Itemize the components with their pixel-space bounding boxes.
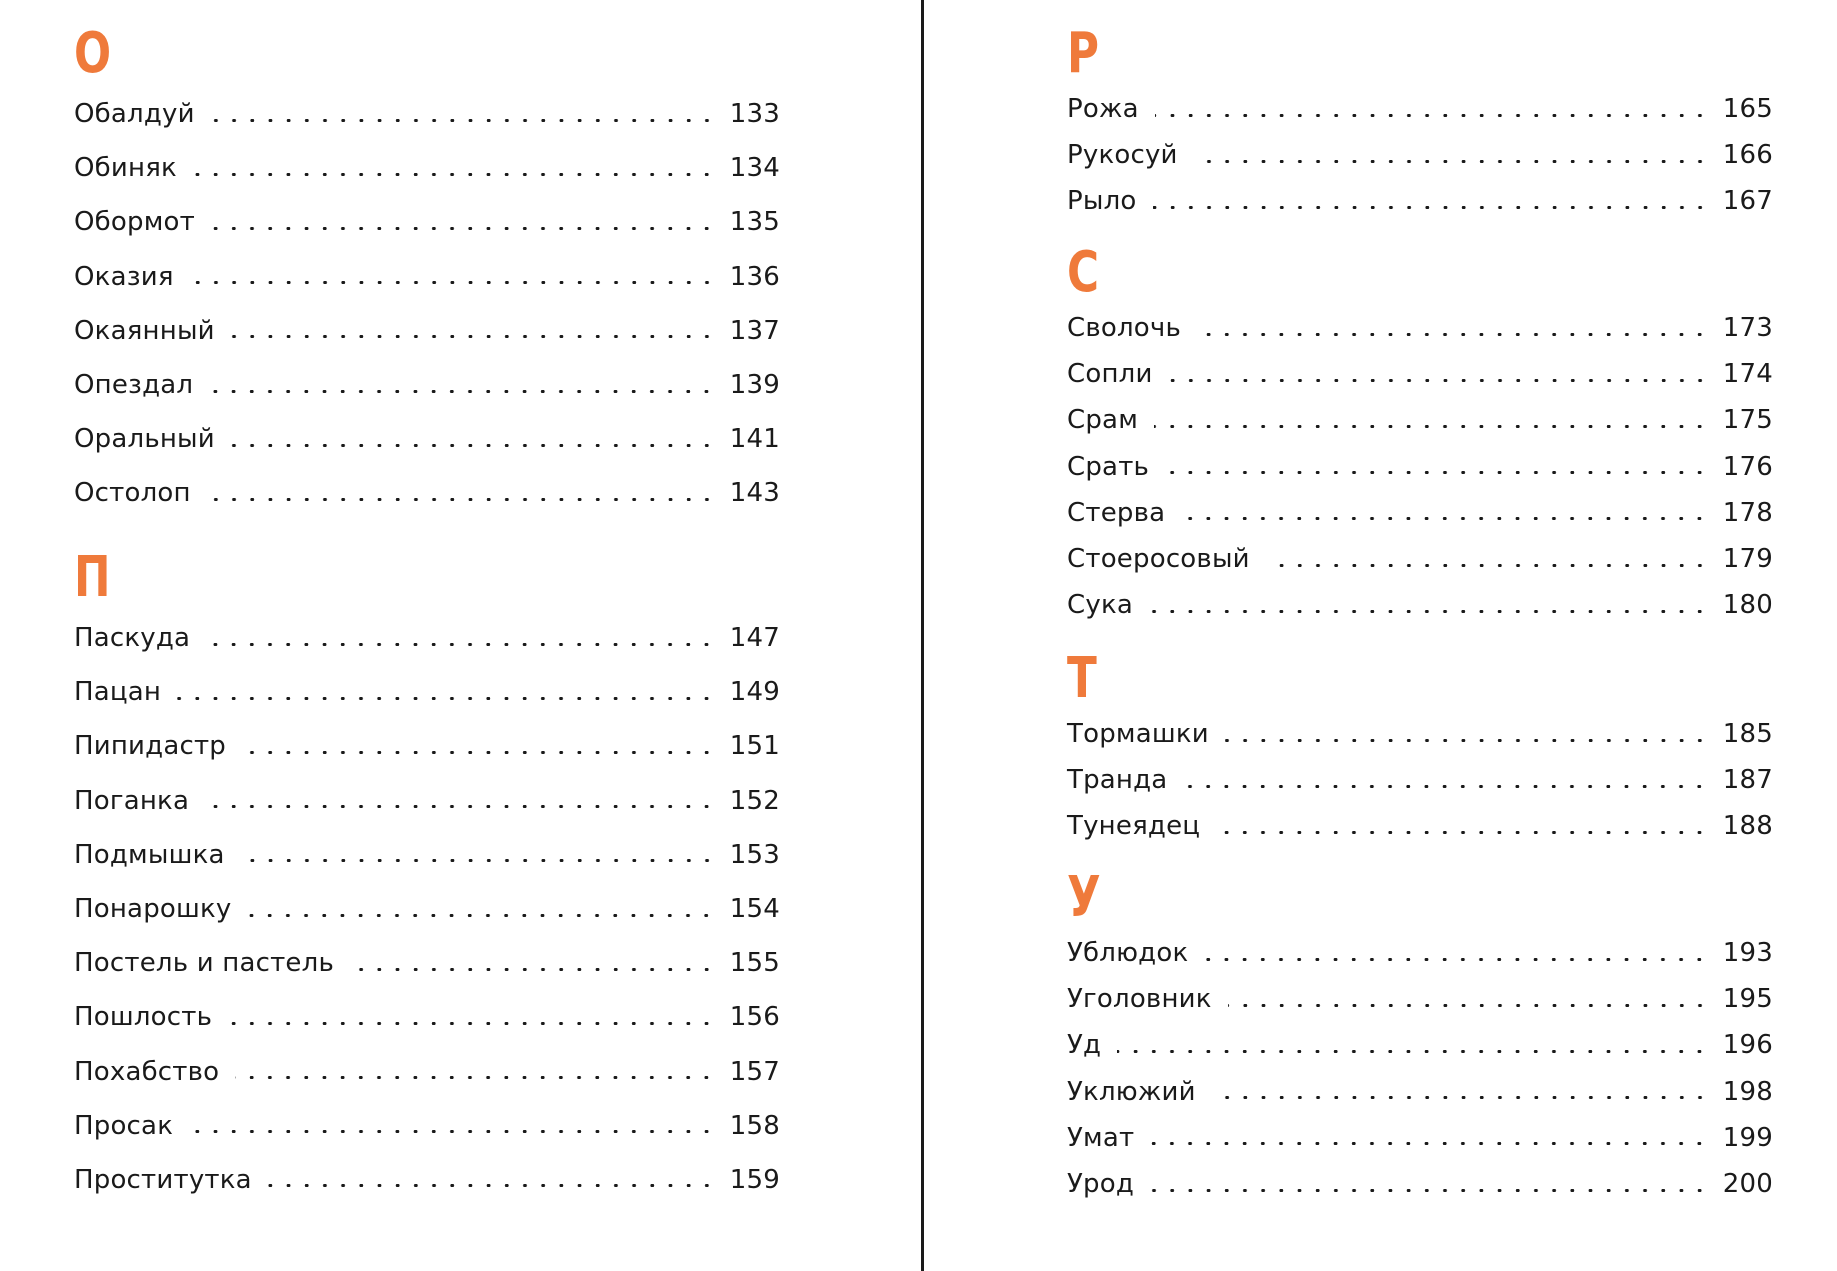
toc-entry[interactable] xyxy=(1067,536,1773,582)
entry-term: Ублюдок xyxy=(1067,938,1189,968)
entry-page-number: 137 xyxy=(729,315,780,346)
toc-entry[interactable] xyxy=(74,1153,780,1207)
toc-entry[interactable] xyxy=(1067,1022,1773,1068)
dot-leader xyxy=(211,227,716,230)
toc-entry[interactable] xyxy=(74,250,780,304)
entry-list xyxy=(1067,305,1773,628)
dot-leader xyxy=(1154,425,1709,428)
entry-term: Уклюжий xyxy=(1067,1076,1196,1107)
entry-list xyxy=(74,611,780,1207)
dot-leader xyxy=(268,1184,716,1187)
entry-term: Умат xyxy=(1067,1122,1135,1153)
entry-term: Стоеросовый xyxy=(1067,543,1250,574)
entry-page-number: 179 xyxy=(1722,543,1773,574)
dot-leader xyxy=(206,643,716,646)
toc-entry[interactable] xyxy=(1067,582,1773,628)
toc-entry[interactable] xyxy=(1067,803,1773,849)
toc-entry[interactable] xyxy=(1067,976,1773,1022)
entry-page-number: 176 xyxy=(1722,451,1773,482)
dot-leader xyxy=(193,173,716,176)
toc-entry[interactable] xyxy=(74,828,780,882)
entry-term: Сопли xyxy=(1067,359,1153,390)
entry-term: Рожа xyxy=(1067,94,1139,124)
entry-term: Поганка xyxy=(74,785,190,816)
entry-page-number: 165 xyxy=(1722,94,1773,124)
section-t xyxy=(1067,647,1773,850)
section-letter: С xyxy=(1067,240,1100,305)
dot-leader xyxy=(235,1076,715,1079)
entry-term: Паскуда xyxy=(74,623,191,653)
entry-page-number: 167 xyxy=(1722,186,1773,217)
entry-term: Обормот xyxy=(74,207,195,238)
entry-page-number: 151 xyxy=(729,731,780,762)
toc-entry[interactable] xyxy=(74,611,780,665)
dot-leader xyxy=(189,1130,716,1133)
section-r xyxy=(1067,22,1773,225)
entry-term: Стерва xyxy=(1067,497,1166,528)
toc-entry[interactable] xyxy=(1067,1069,1773,1115)
entry-page-number: 185 xyxy=(1722,719,1773,749)
dot-leader xyxy=(211,119,716,122)
toc-entry[interactable] xyxy=(74,1099,780,1153)
entry-page-number: 199 xyxy=(1722,1122,1773,1153)
toc-entry[interactable] xyxy=(74,774,780,828)
dot-leader xyxy=(1153,206,1709,209)
entry-page-number: 133 xyxy=(729,99,780,129)
section-u xyxy=(1067,866,1773,1207)
entry-page-number: 196 xyxy=(1722,1030,1773,1061)
toc-entry[interactable] xyxy=(1067,444,1773,490)
dot-leader xyxy=(1204,958,1708,961)
dot-leader xyxy=(1150,1142,1708,1145)
dot-leader xyxy=(1165,471,1709,474)
entry-term: Пошлость xyxy=(74,1002,213,1033)
dot-leader xyxy=(241,859,716,862)
entry-term: Понарошку xyxy=(74,893,232,924)
entry-page-number: 155 xyxy=(729,948,780,979)
dot-leader xyxy=(1150,1189,1709,1192)
toc-entry[interactable] xyxy=(74,412,780,466)
dot-leader xyxy=(1169,379,1709,382)
dot-leader xyxy=(1117,1050,1709,1053)
entry-page-number: 193 xyxy=(1722,938,1773,968)
dot-leader xyxy=(231,335,716,338)
entry-term: Окаянный xyxy=(74,315,215,346)
toc-entry[interactable] xyxy=(74,936,780,990)
toc-entry[interactable] xyxy=(1067,305,1773,351)
entry-term: Срать xyxy=(1067,451,1150,482)
entry-term: Обиняк xyxy=(74,153,177,184)
entry-page-number: 135 xyxy=(729,207,780,238)
entry-page-number: 143 xyxy=(729,478,780,509)
toc-entry[interactable] xyxy=(74,304,780,358)
entry-term: Урод xyxy=(1067,1168,1135,1199)
dot-leader xyxy=(1155,114,1709,117)
section-s xyxy=(1067,241,1773,628)
entry-page-number: 195 xyxy=(1722,984,1773,1015)
entry-term: Сволочь xyxy=(1067,313,1181,343)
entry-list xyxy=(74,87,780,521)
dot-leader xyxy=(177,697,716,700)
entry-list xyxy=(1067,711,1773,850)
entry-term: Пацан xyxy=(74,677,162,708)
entry-term: Обалдуй xyxy=(74,99,195,129)
dot-leader xyxy=(1183,785,1708,788)
entry-page-number: 134 xyxy=(729,153,780,184)
entry-term: Рыло xyxy=(1067,186,1137,217)
section-letter: У xyxy=(1067,865,1101,930)
entry-term: Уд xyxy=(1067,1030,1102,1061)
section-letter: П xyxy=(74,545,111,610)
toc-entry[interactable] xyxy=(74,87,780,141)
toc-entry[interactable] xyxy=(1067,86,1773,132)
dot-leader xyxy=(1266,564,1709,567)
section-o xyxy=(74,22,780,521)
dot-leader xyxy=(1149,610,1709,613)
entry-term: Рукосуй xyxy=(1067,140,1178,171)
toc-entry[interactable] xyxy=(1067,397,1773,443)
toc-entry[interactable] xyxy=(1067,711,1773,757)
entry-page-number: 157 xyxy=(729,1056,780,1087)
entry-page-number: 147 xyxy=(729,623,780,653)
section-letter: О xyxy=(74,21,112,86)
section-letter: Т xyxy=(1067,646,1097,711)
entry-page-number: 153 xyxy=(729,839,780,870)
entry-page-number: 159 xyxy=(729,1164,780,1195)
toc-entry[interactable] xyxy=(74,195,780,249)
entry-list xyxy=(1067,930,1773,1207)
section-p xyxy=(74,546,780,1207)
section-letter: Р xyxy=(1067,21,1100,86)
toc-entry[interactable] xyxy=(1067,132,1773,178)
entry-page-number: 139 xyxy=(729,369,780,400)
dot-leader xyxy=(190,281,716,284)
dot-leader xyxy=(205,805,716,808)
entry-page-number: 136 xyxy=(729,261,780,292)
entry-page-number: 178 xyxy=(1722,497,1773,528)
entry-term: Проститутка xyxy=(74,1164,252,1195)
entry-term: Транда xyxy=(1067,765,1168,796)
toc-entry[interactable] xyxy=(1067,1115,1773,1161)
dot-leader xyxy=(1197,333,1709,336)
toc-entry[interactable] xyxy=(74,1045,780,1099)
entry-term: Подмышка xyxy=(74,839,225,870)
entry-page-number: 149 xyxy=(729,677,780,708)
toc-entry[interactable] xyxy=(74,665,780,719)
toc-entry[interactable] xyxy=(1067,757,1773,803)
entry-term: Оральный xyxy=(74,424,215,455)
entry-page-number: 200 xyxy=(1722,1168,1773,1199)
entry-page-number: 187 xyxy=(1722,765,1773,796)
entry-term: Тунеядец xyxy=(1067,811,1201,842)
entry-term: Просак xyxy=(74,1110,174,1141)
page-gutter-divider xyxy=(921,0,924,1271)
dot-leader xyxy=(1212,1096,1709,1099)
dot-leader xyxy=(1181,517,1709,520)
entry-term: Похабство xyxy=(74,1056,220,1087)
entry-page-number: 174 xyxy=(1722,359,1773,390)
toc-entry[interactable] xyxy=(74,882,780,936)
dot-leader xyxy=(209,390,716,393)
entry-page-number: 166 xyxy=(1722,140,1773,171)
toc-entry[interactable] xyxy=(74,358,780,412)
entry-page-number: 141 xyxy=(729,424,780,455)
entry-page-number: 156 xyxy=(729,1002,780,1033)
entry-term: Оказия xyxy=(74,261,174,292)
dot-leader xyxy=(228,1022,716,1025)
entry-list xyxy=(1067,86,1773,225)
entry-page-number: 198 xyxy=(1722,1076,1773,1107)
dot-leader xyxy=(247,914,715,917)
toc-entry[interactable] xyxy=(74,466,780,520)
entry-page-number: 173 xyxy=(1722,313,1773,343)
toc-entry[interactable] xyxy=(74,990,780,1044)
dot-leader xyxy=(1194,160,1709,163)
entry-page-number: 175 xyxy=(1722,405,1773,436)
entry-term: Сука xyxy=(1067,590,1133,621)
entry-term: Тормашки xyxy=(1067,719,1209,749)
entry-term: Остолоп xyxy=(74,478,191,509)
toc-entry[interactable] xyxy=(74,719,780,773)
toc-entry[interactable] xyxy=(1067,351,1773,397)
dot-leader xyxy=(350,968,716,971)
toc-entry[interactable] xyxy=(1067,930,1773,976)
entry-term: Пипидастр xyxy=(74,731,226,762)
entry-page-number: 188 xyxy=(1722,811,1773,842)
dot-leader xyxy=(207,498,716,501)
toc-entry[interactable] xyxy=(1067,490,1773,536)
entry-term: Срам xyxy=(1067,405,1139,436)
toc-entry[interactable] xyxy=(74,141,780,195)
toc-entry[interactable] xyxy=(1067,178,1773,224)
dot-leader xyxy=(242,751,716,754)
entry-term: Опездал xyxy=(74,369,194,400)
entry-page-number: 158 xyxy=(729,1110,780,1141)
dot-leader xyxy=(1216,831,1709,834)
dot-leader xyxy=(231,444,716,447)
entry-term: Уголовник xyxy=(1067,984,1212,1015)
dot-leader xyxy=(1228,1004,1709,1007)
dot-leader xyxy=(1225,739,1709,742)
entry-page-number: 152 xyxy=(729,785,780,816)
toc-entry[interactable] xyxy=(1067,1161,1773,1207)
entry-page-number: 154 xyxy=(729,893,780,924)
entry-page-number: 180 xyxy=(1722,590,1773,621)
entry-term: Постель и пастель xyxy=(74,948,334,979)
